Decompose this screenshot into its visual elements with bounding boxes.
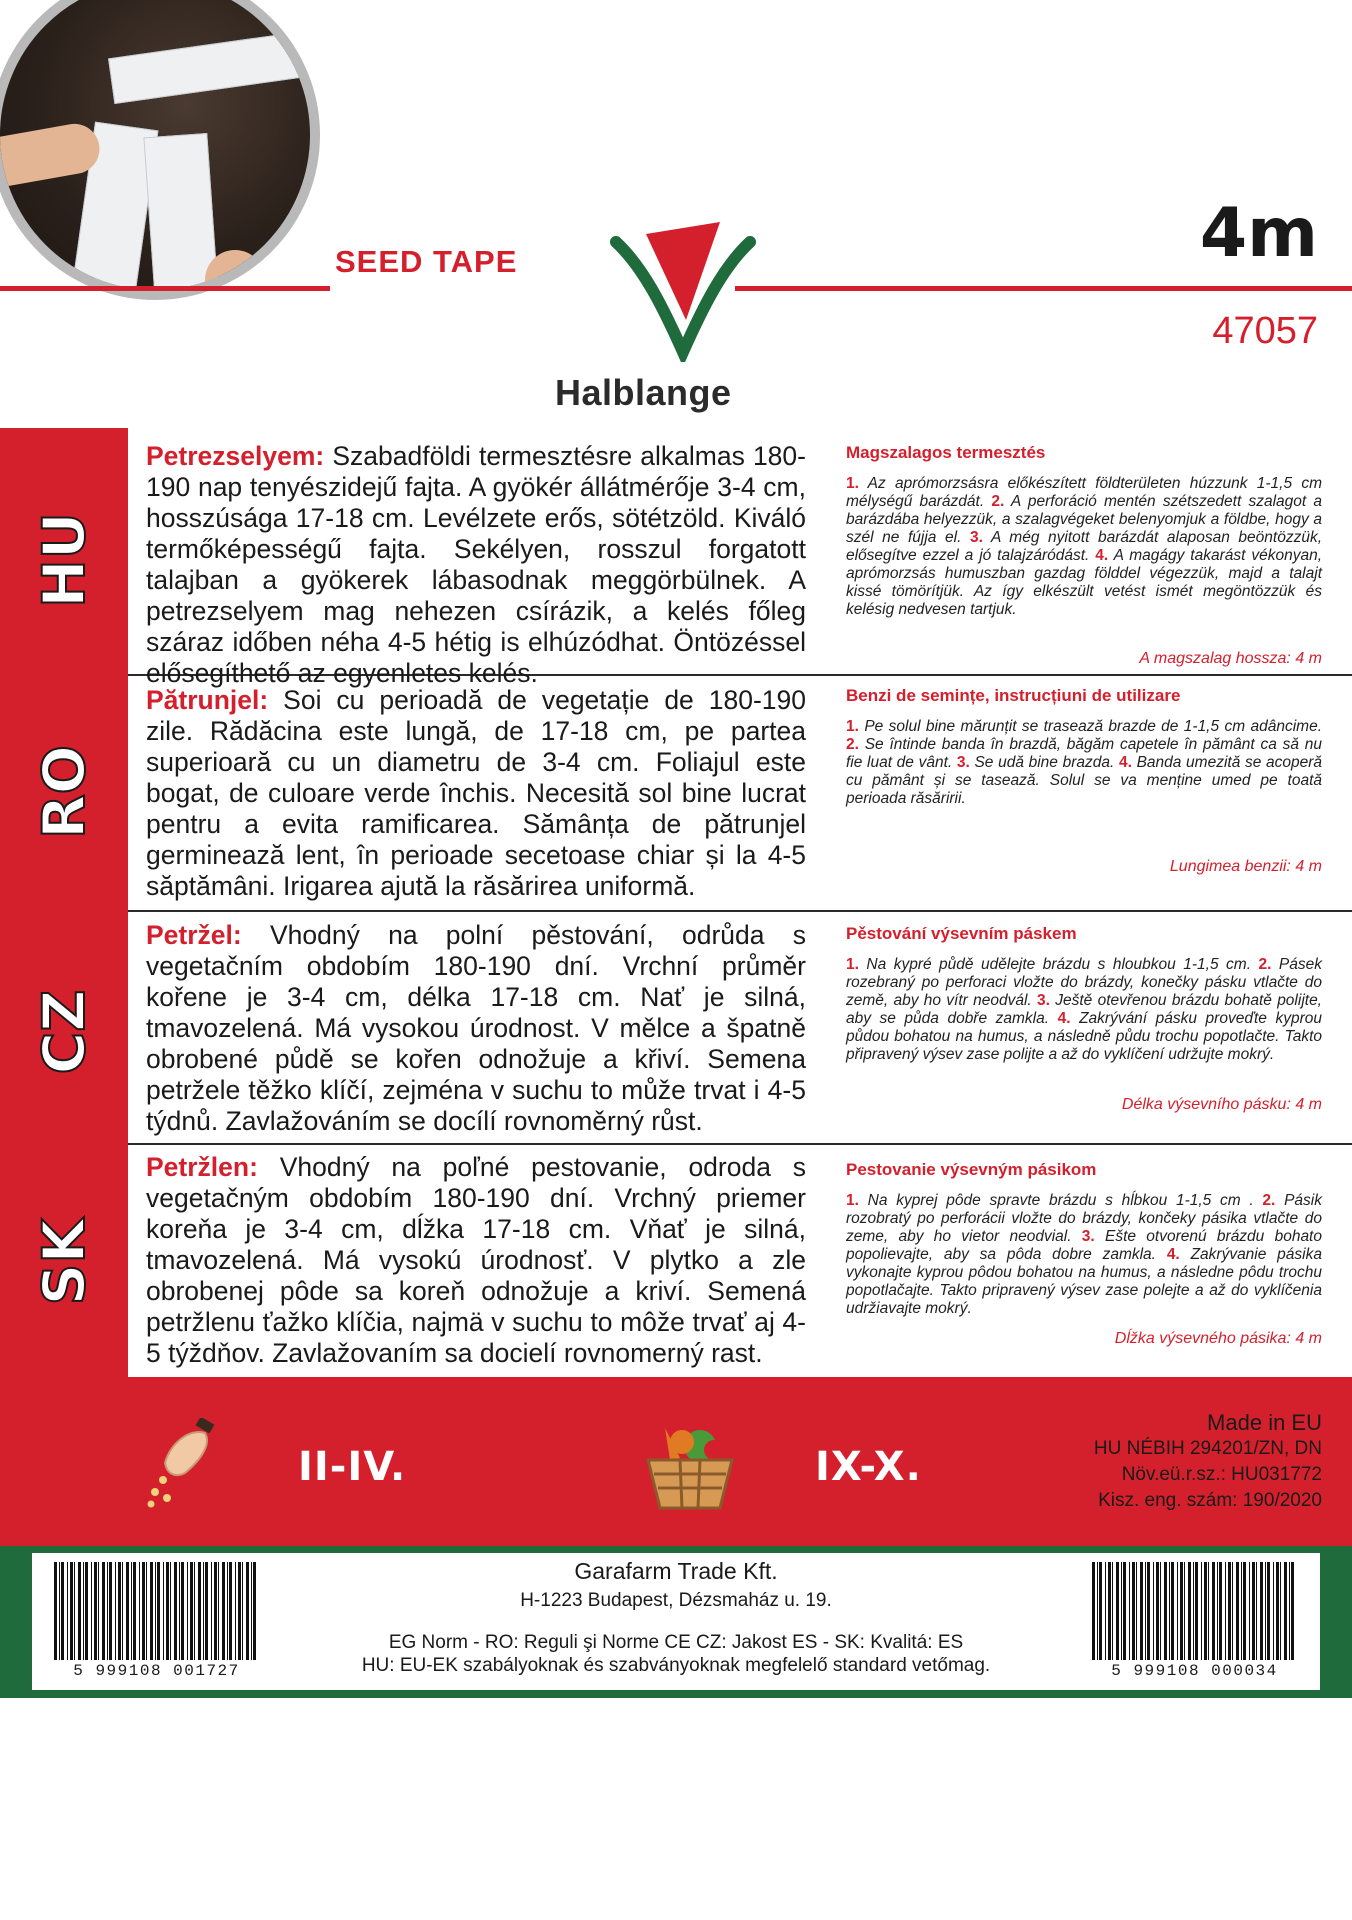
barcode-bar	[146, 1562, 147, 1660]
barcode-bar	[222, 1562, 225, 1660]
lang-label-hu: HU	[30, 512, 98, 608]
barcode-bar	[194, 1562, 195, 1660]
barcode-bar	[1273, 1562, 1274, 1660]
barcode-bar	[139, 1562, 140, 1660]
barcode-bar	[70, 1562, 73, 1660]
barcode-bar	[211, 1562, 212, 1660]
barcode-right-digits: 5 999108 000034	[1111, 1662, 1278, 1680]
barcode-bar	[198, 1562, 201, 1660]
barcode-bar	[1228, 1562, 1231, 1660]
seed-norms: EG Norm - RO: Reguli şi Norme CE CZ: Jakost ES - SK: Kvalitá: ES HU: EU-EK szabályoknak és szabványoknak megfelelő standard vetőmag.	[361, 1632, 991, 1676]
barcode-bar	[1160, 1562, 1161, 1660]
barcode-left-digits: 5 999108 001727	[73, 1662, 240, 1680]
barcode-bar	[1188, 1562, 1191, 1660]
barcode-bar	[238, 1562, 241, 1660]
barcode-bar	[187, 1562, 188, 1660]
barcode-bar	[1097, 1562, 1098, 1660]
barcode-bar	[107, 1562, 108, 1660]
barcode-bar	[1260, 1562, 1263, 1660]
description-sk: Petržlen: Vhodný na poľné pestovanie, odroda s vegetačným obdobím 180-190 dní. Vrchný priemer koreňa je 3-4 cm, dĺžka 17-18 cm. Vňať je silná, tmavozelená. Má vysokú úrodnosť. V plytko a zle obrobenej pôde sa koreň odnožuje a kriví. Semená petržlenu ťažko klíčia, najmä v suchu to môže trvať aj 4-5 týždňov. Zavlažovaním sa docielí rovnomerný rast.	[146, 1152, 806, 1368]
barcode-bar	[1169, 1562, 1170, 1660]
barcode-bar	[253, 1562, 256, 1660]
barcode-bar	[242, 1562, 243, 1660]
barcode-right	[1082, 1558, 1307, 1686]
barcode-bar	[1153, 1562, 1154, 1660]
barcode-bar	[1284, 1562, 1287, 1660]
barcode-bar	[235, 1562, 236, 1660]
vegetable-basket-icon	[640, 1418, 740, 1513]
halblange-logo-icon	[608, 212, 758, 362]
barcode-bar	[59, 1562, 60, 1660]
company-name: Garafarm Trade Kft.	[574, 1558, 778, 1584]
barcode-bar	[218, 1562, 219, 1660]
barcode-bar	[1184, 1562, 1185, 1660]
barcode-bar	[1105, 1562, 1106, 1660]
barcode-bar	[157, 1562, 160, 1660]
instructions-ro: 1. Pe solul bine mărunțit se trasează brazde de 1-1,5 cm adâncime. 2. Se întinde banda în brazdă, băgăm capetele în pământ ca să nu fie luat de vânt. 3. Se udă bine brazda. 4. Banda umezită se acoperă cu pământ și se tasează. Solul se va menține umed pe toată perioada răsăririi.	[846, 718, 1323, 807]
barcode-bar	[94, 1562, 97, 1660]
tape-length: 4m	[1199, 194, 1318, 273]
hand-sowing-seeds-icon	[145, 1418, 225, 1508]
barcode-bar	[227, 1562, 228, 1660]
tape-length-note-sk: Dĺžka výsevného pásika: 4 m	[1114, 1330, 1322, 1347]
tape-length-note-hu: A magszalag hossza: 4 m	[1139, 650, 1322, 667]
barcode-bar	[98, 1562, 99, 1660]
description-hu: Petrezselyem: Szabadföldi termesztésre alkalmas 180-190 nap tenyészidejű fajta. A gyökér állátmérője 3-4 cm, hosszúsága 17-18 cm. Levélzete erős, sötétzöld. Kiváló termőképességű fajta. Sekélyen, rosszul forgatott talajban a gyökerek lábasodnak meggörbülnek. A petrezselyem mag nehezen csírázik, a kelés főleg száraz időben néha 4-5 hétig is elhúzódhat. Öntözéssel elősegíthető az egyenletes kelés.	[146, 441, 806, 688]
barcode-bar	[1092, 1562, 1095, 1660]
barcode-bar	[246, 1562, 249, 1660]
harvest-period: IX-X.	[815, 1444, 922, 1490]
barcode-bar	[1177, 1562, 1178, 1660]
lang-label-sk: SK	[30, 1218, 98, 1306]
barcode-bar	[1195, 1562, 1198, 1660]
barcode-bar	[131, 1562, 132, 1660]
barcode-bar	[163, 1562, 164, 1660]
barcode-bar	[1145, 1562, 1146, 1660]
sowing-period: II-IV.	[298, 1444, 407, 1490]
term-hu: Petrezselyem:	[146, 441, 325, 471]
barcode-bar	[1121, 1562, 1122, 1660]
barcode-bar	[1108, 1562, 1111, 1660]
barcode-bar	[1265, 1562, 1266, 1660]
header-rule-right	[735, 286, 1352, 291]
lang-label-ro: RO	[30, 745, 98, 839]
barcode-bar	[1219, 1562, 1222, 1660]
barcode-bar	[1132, 1562, 1135, 1660]
article-number: 47057	[1212, 310, 1318, 352]
instructions-title-hu: Magszalagos termesztés	[846, 443, 1046, 462]
barcode-bar	[174, 1562, 177, 1660]
section-divider	[128, 1143, 1352, 1145]
instructions-title-ro: Benzi de semințe, instrucțiuni de utilizare	[846, 686, 1181, 705]
barcode-bar	[91, 1562, 92, 1660]
barcode-bar	[1180, 1562, 1183, 1660]
tape-length-note-cz: Délka výsevního pásku: 4 m	[1121, 1096, 1322, 1113]
barcode-bar	[214, 1562, 217, 1660]
barcode-bar	[1256, 1562, 1257, 1660]
barcode-bar	[1204, 1562, 1207, 1660]
barcode-bar	[205, 1562, 208, 1660]
barcode-bar	[118, 1562, 121, 1660]
barcode-bar	[1099, 1562, 1102, 1660]
instructions-cz: 1. Na kypré půdě udělejte brázdu s hloubkou 1-1,5 cm. 2. Pásek rozebraný po perforaci vložte do brázdy, konečky pásku vtlačte do země, aby ho vítr neodvál. 3. Ještě otevřenou brázdu bohatě polijte, aby se půda dobře zamkla. 4. Zakrývání pásku proveďte kyprou půdou bohatou na humus, a následně půdu trochu popotlačte. Takto připravený výsev zase polijte a až do vyklíčení udržujte mokrý.	[846, 956, 1322, 1063]
barcode-bar	[1291, 1562, 1294, 1660]
barcode-bar	[1208, 1562, 1209, 1660]
barcode-bar	[1289, 1562, 1290, 1660]
barcode-bar	[1232, 1562, 1233, 1660]
barcode-bar	[170, 1562, 171, 1660]
tape-length-note-ro: Lungimea benzii: 4 m	[1169, 858, 1322, 875]
product-type-title: SEED TAPE	[335, 244, 518, 279]
barcode-bar	[54, 1562, 57, 1660]
barcode-bar	[67, 1562, 68, 1660]
barcode-bar	[155, 1562, 156, 1660]
barcode-bar	[1249, 1562, 1250, 1660]
barcode-bar	[1217, 1562, 1218, 1660]
barcode-bar	[1129, 1562, 1130, 1660]
header-rule-left	[0, 286, 330, 291]
barcode-bar	[1147, 1562, 1150, 1660]
term-ro: Pătrunjel:	[146, 685, 269, 715]
barcode-bar	[190, 1562, 193, 1660]
barcode-bar	[1201, 1562, 1202, 1660]
company-address: H-1223 Budapest, Dézsmaház u. 19.	[520, 1590, 832, 1611]
barcode-bar	[1212, 1562, 1215, 1660]
barcode-bar	[142, 1562, 145, 1660]
barcode-bar	[1236, 1562, 1239, 1660]
barcode-bar	[229, 1562, 232, 1660]
barcode-bar	[150, 1562, 153, 1660]
barcode-bar	[61, 1562, 64, 1660]
term-sk: Petržlen:	[146, 1152, 258, 1182]
section-divider	[128, 910, 1352, 912]
instructions-title-cz: Pěstování výsevním páskem	[846, 924, 1077, 943]
barcode-bar	[1241, 1562, 1242, 1660]
barcode-bar	[74, 1562, 75, 1660]
barcode-bar	[122, 1562, 123, 1660]
origin-info: Made in EU HU NÉBIH 294201/ZN, DN Növ.eü.r.sz.: HU031772 Kisz. eng. szám: 190/2020	[1093, 1410, 1322, 1511]
instructions-hu: 1. Az aprómorzsásra előkészített földterületen húzzunk 1-1,5 cm mélységű barázdát. 2. A perforáció mentén szétszedett szalagot a barázdába helyezzük, a szalagvégeket belenyomjuk a földbe, hogy a szél ne fújja el. 3. A még nyitott barázdát alaposan beöntözzük, elősegítve ezzel a jó talajzáródást. 4. A magágy takarást vékonyan, aprómorzsás humuszban gazdag földdel végezzük, majd a talajt kissé tömörítjük. Az így elkészült vetést ismét megöntözzük és kelésig nedvesen tartjuk.	[846, 475, 1323, 618]
term-cz: Petržel:	[146, 920, 242, 950]
barcode-bar	[1276, 1562, 1279, 1660]
barcode-bar	[1280, 1562, 1281, 1660]
barcode-bar	[109, 1562, 112, 1660]
barcode-bar	[85, 1562, 88, 1660]
description-ro: Pătrunjel: Soi cu perioadă de vegetație de 180-190 zile. Rădăcina este lungă, de 17-18 cm, pe partea superioară cu un diametru de 3-4 cm. Foliajul este bogat, de culoare verde închis. Necesită sol bine lucrat pentru a evita ramificarea. Sămânța de pătrunjel germinează lent, în perioade secetoase chiar și la 4-5 săptămâni. Irigarea ajută la răsărirea uniformă.	[146, 685, 806, 901]
barcode-bar	[1225, 1562, 1226, 1660]
barcode-bar	[115, 1562, 116, 1660]
description-cz: Petržel: Vhodný na polní pěstování, odrůda s vegetačním obdobím 180-190 dní. Vrchní průměr kořene je 3-4 cm, délka 17-18 cm. Nať je silná, tmavozelená. Má vysokou úrodnost. V mělce a špatně obrobené půdě se kořen odnožuje a křiví. Semena petržele těžko klíčí, zejména v suchu to může trvat i 4-5 týdnů. Zavlažováním se docílí rovnoměrný růst.	[146, 920, 806, 1136]
barcode-bar	[1156, 1562, 1159, 1660]
barcode-bar	[1116, 1562, 1119, 1660]
barcode-bar	[1136, 1562, 1137, 1660]
product-photo	[0, 0, 320, 300]
barcode-bar	[1164, 1562, 1167, 1660]
barcode-bar	[203, 1562, 204, 1660]
barcode-bar	[1112, 1562, 1113, 1660]
barcode-bar	[1171, 1562, 1174, 1660]
brand-name: Halblange	[555, 372, 732, 413]
barcode-bar	[78, 1562, 81, 1660]
barcode-left	[44, 1558, 269, 1686]
barcode-bar	[181, 1562, 184, 1660]
barcode-bar	[1243, 1562, 1246, 1660]
barcode-bar	[166, 1562, 169, 1660]
barcode-bar	[179, 1562, 180, 1660]
barcode-bar	[1140, 1562, 1143, 1660]
barcode-bar	[133, 1562, 136, 1660]
barcode-bar	[126, 1562, 129, 1660]
instructions-sk: 1. Na kyprej pôde spravte brázdu s hĺbkou 1-1,5 cm . 2. Pásik rozobratý po perforácii vložte do brázdy, končeky pásika vtlačte do zeme, aby ho vietor neodvial. 3. Ešte otvorenú brázdu bohato popolievajte, aby sa pôda dobre zamkla. 4. Zakrývanie pásika vykonajte kyprou pôdou bohatou na humus, a následne pôdu trochu popotlačajte. Takto pripravený výsev zase polejte a až do vyklíčenia udržiavajte mokrý.	[846, 1192, 1322, 1317]
barcode-bar	[1123, 1562, 1126, 1660]
lang-label-cz: CZ	[30, 989, 98, 1075]
instructions-title-sk: Pestovanie výsevným pásikom	[846, 1160, 1097, 1179]
barcode-bar	[1267, 1562, 1270, 1660]
barcode-bar	[83, 1562, 84, 1660]
barcode-bar	[102, 1562, 105, 1660]
barcode-bar	[1193, 1562, 1194, 1660]
barcode-bar	[251, 1562, 252, 1660]
barcode-bar	[1252, 1562, 1255, 1660]
